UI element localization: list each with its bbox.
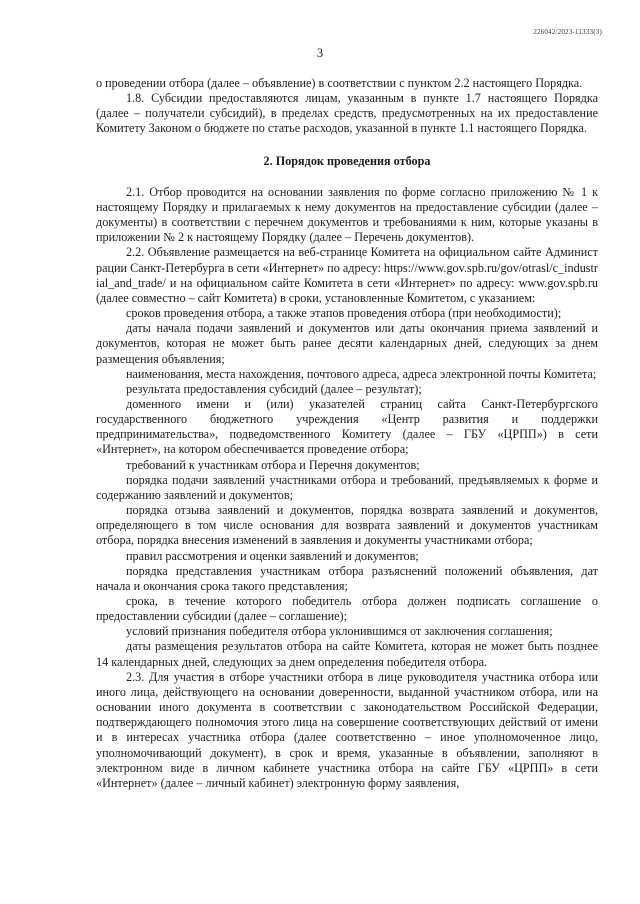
paragraph-continuation: о проведении отбора (далее – объявление) в соответствии с пунктом 2.2 настоящего Порядка. <box>96 76 583 90</box>
list-item: порядка отзыва заявлений и документов, порядка возврата заявлений и документов, определяющего в том числе основания для возврата заявлений и документов участникам отбора, порядка внесения изменений в заявления и документы участниками отбора; <box>96 503 598 548</box>
list-item: срока, в течение которого победитель отбора должен подписать соглашение о предоставлении субсидии (далее – соглашение); <box>96 594 598 624</box>
page-number: 3 <box>316 46 324 60</box>
list-item: даты размещения результатов отбора на сайте Комитета, которая не может быть позднее 14 календарных дней, следующих за днем определения победителя отбора. <box>96 639 598 669</box>
list-item: условий признания победителя отбора уклонившимся от заключения соглашения; <box>126 624 553 639</box>
paragraph-1-8: 1.8. Субсидии предоставляются лицам, указанным в пункте 1.7 настоящего Порядка (далее – получатели субсидий), в пределах средств, предусмотренных на их предоставление Комитету Законом о бюджете по статье расходов, указанной в пункте 1.1 настоящего Порядка. <box>96 91 598 136</box>
list-item: порядка представления участникам отбора разъяснений положений объявления, дат начала и окончания срока такого представления; <box>96 563 598 593</box>
list-item: результата предоставления субсидий (далее – результат); <box>126 381 422 396</box>
list-item: порядка подачи заявлений участниками отбора и требований, предъявляемых к форме и содержанию заявлений и документов; <box>96 472 598 502</box>
paragraph-2-1: 2.1. Отбор проводится на основании заявления по форме согласно приложению № 1 к настоящему Порядку и прилагаемых к нему документов на предоставление субсидии (далее – документы) в соответствии с перечнем документов и требованиями к ним, которые указаны в приложении № 2 к настоящему Порядку (далее – Перечень документов). <box>96 184 598 245</box>
list-item: даты начала подачи заявлений и документов или даты окончания приема заявлений и документов, которая не может быть ранее десяти календарных дней, следующих за днем размещения объявления; <box>96 321 598 366</box>
list-item: доменного имени и (или) указателей страниц сайта Санкт-Петербургского государственного бюджетного учреждения «Центр развития и поддержки предпринимательства», подведомственного Комитету (далее – ГБУ «ЦРПП») в сети «Интернет», на котором обеспечивается проведение отбора; <box>96 396 598 457</box>
paragraph-2-3: 2.3. Для участия в отборе участники отбора в лице руководителя участника отбора или иного лица, действующего на основании доверенности, выданной участником отбора, или на основании иного документа в соответствии с законодательством Российской Федерации, подтверждающего полномочия этого лица на совершение соответствующих действий от имени и в интересах участника отбора (далее соответственно – иное уполномоченное лицо, уполномочивающий документ), в срок и время, указанные в объявлении, заполняют в электронном виде в личном кабинете участника отбора на сайте ГБУ «ЦРПП» в сети «Интернет» (далее – личный кабинет) электронную форму заявления, <box>96 669 598 790</box>
document-body <box>96 76 598 791</box>
document-registration-number: 226042/2023-11333(3) <box>533 28 602 36</box>
list-item: наименования, места нахождения, почтового адреса, адреса электронной почты Комитета; <box>126 366 597 381</box>
list-item: сроков проведения отбора, а также этапов проведения отбора (при необходимости); <box>126 306 562 321</box>
list-item: правил рассмотрения и оценки заявлений и документов; <box>126 548 419 563</box>
section-heading: 2. Порядок проведения отбора <box>263 153 431 168</box>
list-item: требований к участникам отбора и Перечня документов; <box>126 457 420 472</box>
paragraph-2-2: 2.2. Объявление размещается на веб-странице Комитета на официальном сайте Администрации Санкт-Петербурга в сети «Интернет» по адресу: https://www.gov.spb.ru/gov/otrasl/c_industrial_and_trade/ и на официальном сайте Комитета в сети «Интернет» по адресу: www.gov.spb.ru (далее совместно – сайт Комитета) в сроки, установленные Комитетом, с указанием: <box>96 245 598 305</box>
